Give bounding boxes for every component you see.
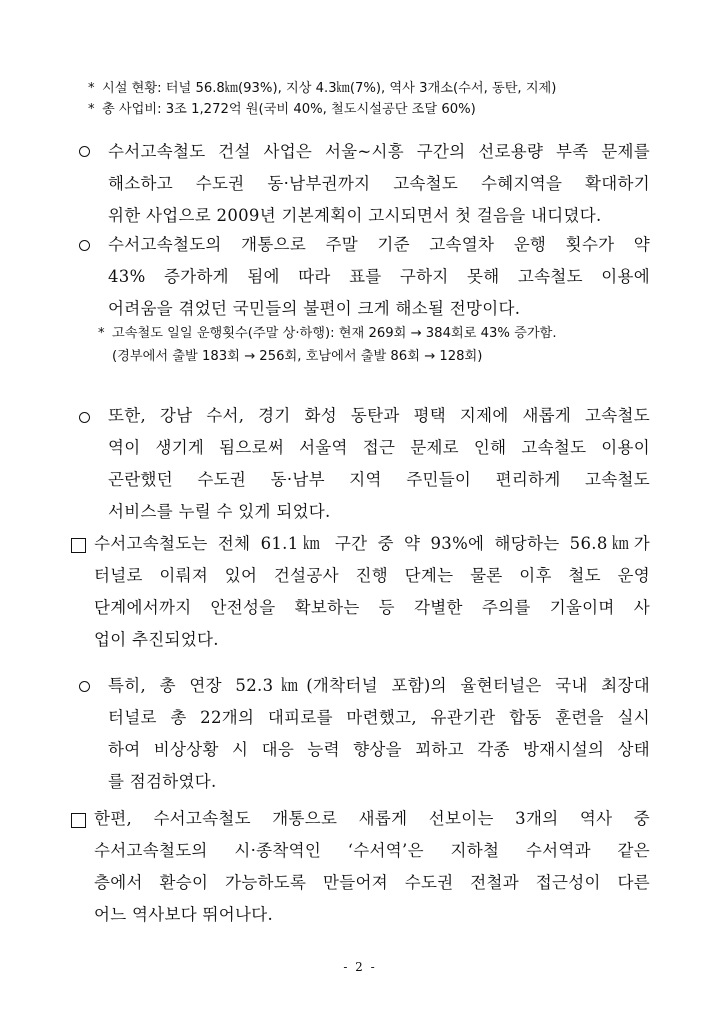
paragraph-line: 43% 증가하게 됨에 따라 표를 구하지 못해 고속철도 이용에: [108, 267, 650, 286]
note-total-cost: [88, 99, 476, 120]
square-bullet-icon: [71, 538, 86, 553]
paragraph-yulhyeon-tunnel: [108, 670, 650, 798]
page-number: - 2 -: [343, 960, 377, 974]
note-text: 시설 현황: 터널 56.8㎞(93%), 지상 4.3㎞(7%), 역사 3개소(수서, 동탄, 지제): [102, 81, 557, 96]
paragraph-line: 단계에서까지 안전성을 확보하는 등 각별한 주의를 기울이며 사: [94, 598, 650, 617]
circle-bullet-icon: [79, 146, 90, 157]
square-bullet-icon: [71, 813, 86, 828]
paragraph-construction-purpose: [108, 136, 650, 232]
paragraph-line: 서비스를 누릴 수 있게 되었다.: [108, 502, 331, 521]
paragraph-line: 위한 사업으로 2009년 기본계획이 고시되면서 첫 걸음을 내디뎠다.: [108, 206, 602, 225]
note-text: 고속철도 일일 운행횟수(주말 상·하행): 현재 269회 → 384회로 43% 증가함.: [112, 326, 557, 341]
note-facility-status: [88, 78, 556, 99]
paragraph-line: 터널로 이뤄져 있어 건설공사 진행 단계는 물론 이후 철도 운영: [94, 566, 650, 585]
circle-bullet-icon: [79, 240, 90, 251]
paragraph-tunnel-safety: [94, 528, 650, 656]
paragraph-line: 를 점검하였다.: [108, 772, 217, 791]
paragraph-line: 수서고속철도 건설 사업은 서울~시흥 구간의 선로용량 부족 문제를: [108, 142, 650, 161]
paragraph-line: 수서고속철도의 시·종착역인 ‘수서역’은 지하철 수서역과 같은: [94, 841, 650, 860]
paragraph-new-stations: [108, 400, 650, 528]
paragraph-line: 업이 추진되었다.: [94, 630, 219, 649]
note-marker: *: [88, 81, 95, 96]
paragraph-line: 어느 역사보다 뛰어나다.: [94, 905, 274, 924]
circle-bullet-icon: [79, 681, 90, 692]
paragraph-line: 층에서 환승이 가능하도록 만들어져 수도권 전철과 접근성이 다른: [94, 873, 650, 892]
paragraph-line: 해소하고 수도권 동·남부권까지 고속철도 수혜지역을 확대하기: [108, 174, 650, 193]
note-trip-breakdown: [98, 346, 482, 367]
paragraph-line: 수서고속철도의 개통으로 주말 기준 고속열차 운행 횟수가 약: [108, 235, 650, 254]
note-marker: *: [88, 102, 95, 117]
paragraph-line: 하여 비상상황 시 대응 능력 향상을 꾀하고 각종 방재시설의 상태: [108, 740, 650, 759]
paragraph-line: 한편, 수서고속철도 개통으로 새롭게 선보이는 3개의 역사 중: [94, 809, 650, 828]
paragraph-line: 특히, 총 연장 52.3㎞(개착터널 포함)의 율현터널은 국내 최장대: [108, 676, 650, 695]
note-text: (경부에서 출발 183회 → 256회, 호남에서 출발 86회 → 128회): [112, 349, 483, 364]
paragraph-line: 역이 생기게 됨으로써 서울역 접근 문제로 인해 고속철도 이용이: [108, 438, 650, 457]
note-marker: *: [98, 326, 105, 341]
paragraph-line: 터널로 총 22개의 대피로를 마련했고, 유관기관 합동 훈련을 실시: [108, 708, 650, 727]
paragraph-line: 수서고속철도는 전체 61.1㎞ 구간 중 약 93%에 해당하는 56.8㎞가: [94, 534, 650, 553]
paragraph-line: 또한, 강남 수서, 경기 화성 동탄과 평택 지제에 새롭게 고속철도: [108, 406, 650, 425]
circle-bullet-icon: [79, 412, 90, 423]
note-daily-trips: [98, 323, 557, 344]
paragraph-service-increase: [108, 229, 650, 325]
paragraph-line: 어려움을 겪었던 국민들의 불편이 크게 해소될 전망이다.: [108, 299, 521, 318]
paragraph-suseo-station: [94, 803, 650, 931]
paragraph-line: 곤란했던 수도권 동·남부 지역 주민들이 편리하게 고속철도: [108, 470, 650, 489]
note-text: 총 사업비: 3조 1,272억 원(국비 40%, 철도시설공단 조달 60%): [102, 102, 476, 117]
